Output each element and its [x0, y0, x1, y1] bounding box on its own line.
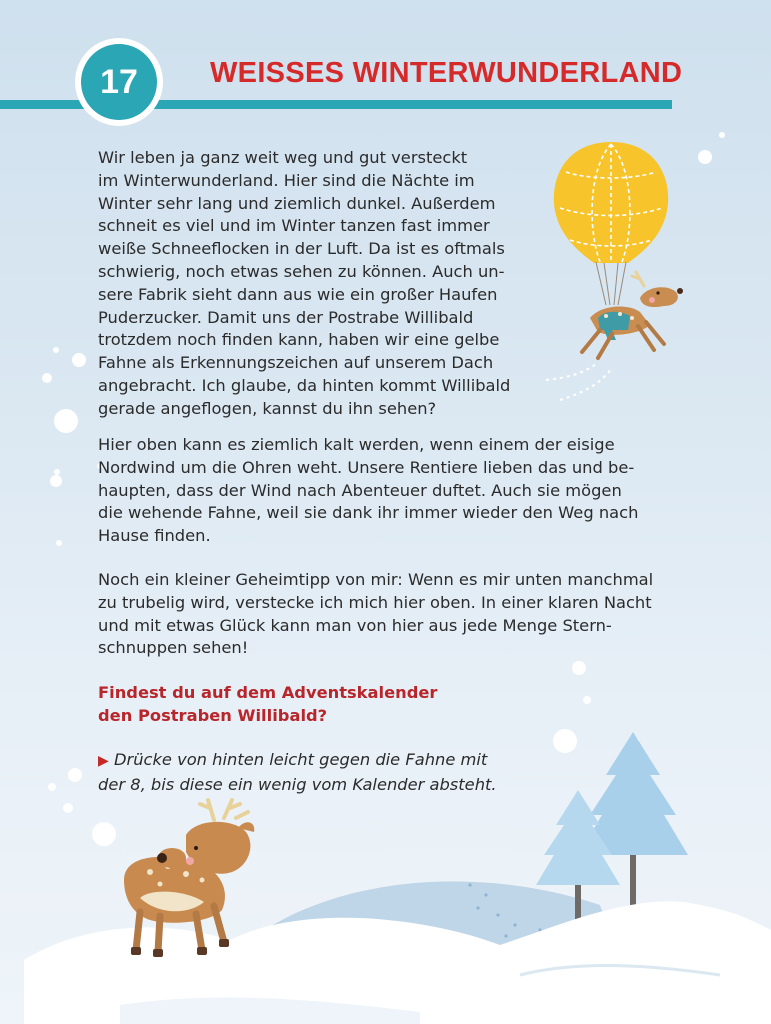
paragraph-line: zu trubelig wird, verstecke ich mich hier oben. In einer klaren Nacht [98, 592, 652, 612]
paragraph-line: schnuppen sehen! [98, 638, 249, 658]
paragraph-line: Winter sehr lang und ziemlich dunkel. Außerdem [98, 193, 496, 213]
paragraph-line: Wir leben ja ganz weit weg und gut versteckt [98, 148, 468, 167]
instruction [98, 748, 497, 796]
paragraph-line: angebracht. Ich glaube, da hinten kommt Willibald [98, 375, 511, 395]
question-line: Findest du auf dem Adventskalender [98, 683, 438, 702]
paragraph-line: Hause finden. [98, 526, 211, 546]
paragraph-line: Nordwind um die Ohren weht. Unsere Rentiere lieben das und be- [98, 457, 635, 477]
paragraph-line: gerade angeflogen, kannst du ihn sehen? [98, 398, 437, 418]
paragraph-line: Hier oben kann es ziemlich kalt werden, wenn einem der eisige [98, 435, 615, 454]
paragraph-line: im Winterwunderland. Hier sind die Nächte im [98, 170, 475, 190]
story-paragraph-2 [98, 434, 638, 548]
paragraph-line: schwierig, noch etwas sehen zu können. Auch un- [98, 261, 505, 281]
instruction-line: der 8, bis diese ein wenig vom Kalender absteht. [98, 775, 497, 794]
chapter-badge [75, 38, 163, 126]
paragraph-line: sere Fabrik sieht dann aus wie ein großer Haufen [98, 284, 498, 304]
paragraph-line: haupten, dass der Wind nach Abenteuer duftet. Auch sie mögen [98, 480, 622, 500]
paragraph-line: trotzdem noch finden kann, haben wir eine gelbe [98, 330, 500, 350]
story-paragraph-1 [98, 147, 510, 421]
chapter-title: WEISSES WINTERWUNDERLAND [210, 57, 683, 89]
story-paragraph-3 [98, 569, 653, 660]
question-heading [98, 681, 437, 727]
paragraph-line: weiße Schneeflocken in der Luft. Da ist es oftmals [98, 239, 505, 259]
paragraph-line: Fahne als Erkennungszeichen auf unserem Dach [98, 353, 494, 373]
paragraph-line: und mit etwas Glück kann man von hier aus jede Menge Stern- [98, 615, 612, 635]
arrow-right-icon: ▶ [98, 753, 109, 769]
paragraph-line: die wehende Fahne, weil sie dank ihr immer wieder den Weg nach [98, 503, 639, 523]
instruction-line: Drücke von hinten leicht gegen die Fahne mit [113, 750, 488, 769]
paragraph-line: Puderzucker. Damit uns der Postrabe Willibald [98, 307, 474, 327]
paragraph-line: Noch ein kleiner Geheimtipp von mir: Wenn es mir unten manchmal [98, 570, 654, 589]
chapter-number: 17 [81, 44, 157, 120]
paragraph-line: schneit es viel und im Winter tanzen fast immer [98, 216, 490, 236]
question-line: den Postraben Willibald? [98, 706, 328, 725]
